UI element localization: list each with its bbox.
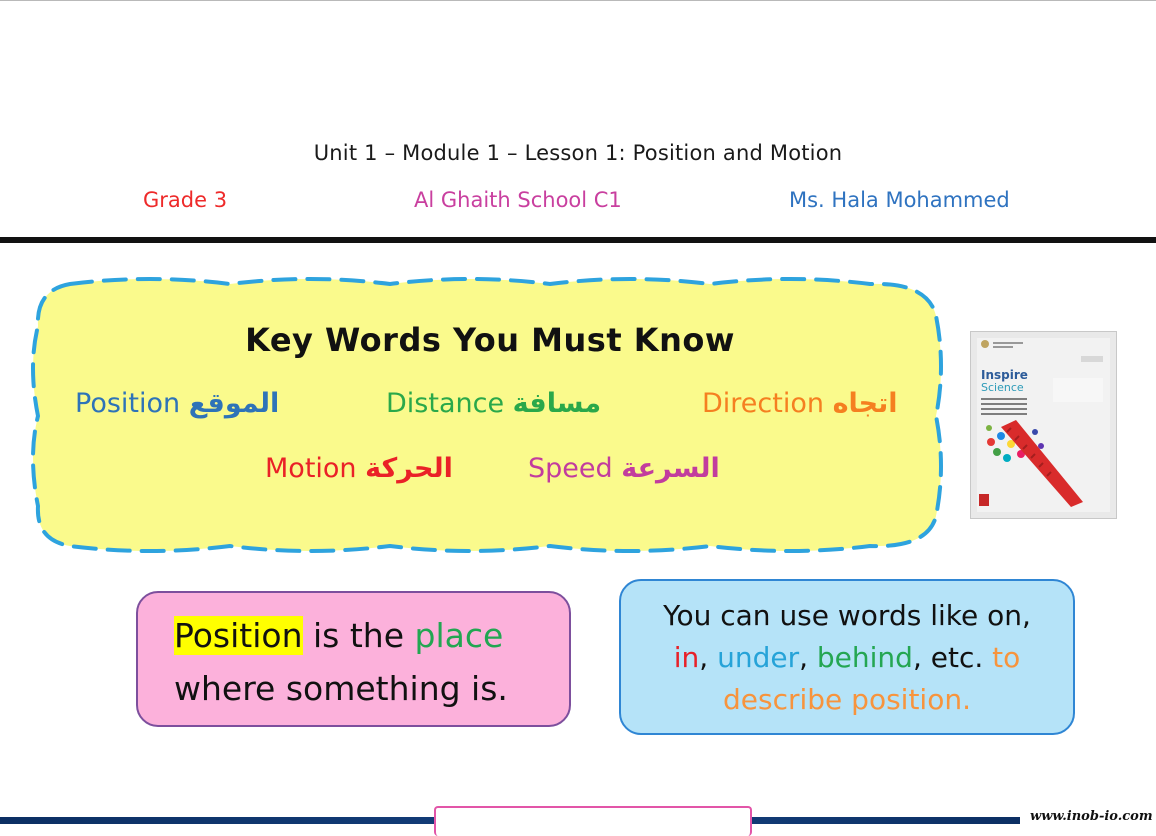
keyword-en: Direction (702, 388, 824, 419)
site-watermark: www.inob-io.com (1030, 809, 1153, 824)
keyword-ar: مسافة (512, 388, 602, 419)
usage-word-to: to (992, 641, 1021, 674)
usage-line1: You can use words like on, (663, 599, 1031, 632)
definition-place: place (414, 616, 504, 655)
keyword-speed (528, 453, 720, 484)
next-section-box-edge (434, 806, 752, 836)
book-title-line2: Science (981, 381, 1024, 394)
book-title-line1: Inspire (981, 368, 1028, 382)
keyword-ar: السرعة (621, 453, 720, 484)
keyword-motion (265, 453, 453, 484)
lesson-title: Unit 1 – Module 1 – Lesson 1: Position and Motion (313, 141, 843, 165)
usage-sep: , (799, 641, 817, 674)
keyword-ar: اتجاه (832, 388, 898, 419)
usage-etc: , etc. (912, 641, 993, 674)
usage-word-in: in (673, 641, 700, 674)
definition-term: Position (174, 616, 303, 655)
top-divider (0, 0, 1156, 1)
teacher-name: Ms. Hala Mohammed (789, 188, 1010, 212)
keyword-distance (386, 388, 601, 419)
school-name: Al Ghaith School C1 (414, 188, 622, 212)
keyword-ar: الحركة (365, 453, 453, 484)
book-sticker (1053, 378, 1103, 402)
usage-sep: , (699, 641, 718, 674)
usage-box (619, 579, 1075, 735)
book-cover-art (971, 332, 1116, 518)
definition-line2: where something is. (174, 669, 508, 708)
grade-label: Grade 3 (143, 188, 228, 212)
usage-word-under: under (717, 641, 800, 674)
header-divider (0, 237, 1156, 243)
usage-text (621, 595, 1073, 721)
definition-text (174, 609, 508, 715)
keyword-en: Position (75, 388, 181, 419)
keyword-direction (702, 388, 898, 419)
definition-box (136, 591, 571, 727)
keywords-title: Key Words You Must Know (245, 321, 735, 359)
keyword-position (75, 388, 279, 419)
keyword-en: Speed (528, 453, 613, 484)
keyword-en: Distance (386, 388, 505, 419)
usage-line3: describe position. (723, 683, 971, 716)
usage-word-behind: behind (816, 641, 913, 674)
definition-text-part: is the (302, 616, 415, 655)
book-subtitle-lines (981, 398, 1027, 418)
keyword-en: Motion (265, 453, 357, 484)
keyword-ar: الموقع (188, 388, 280, 419)
textbook-cover-image (970, 331, 1117, 519)
